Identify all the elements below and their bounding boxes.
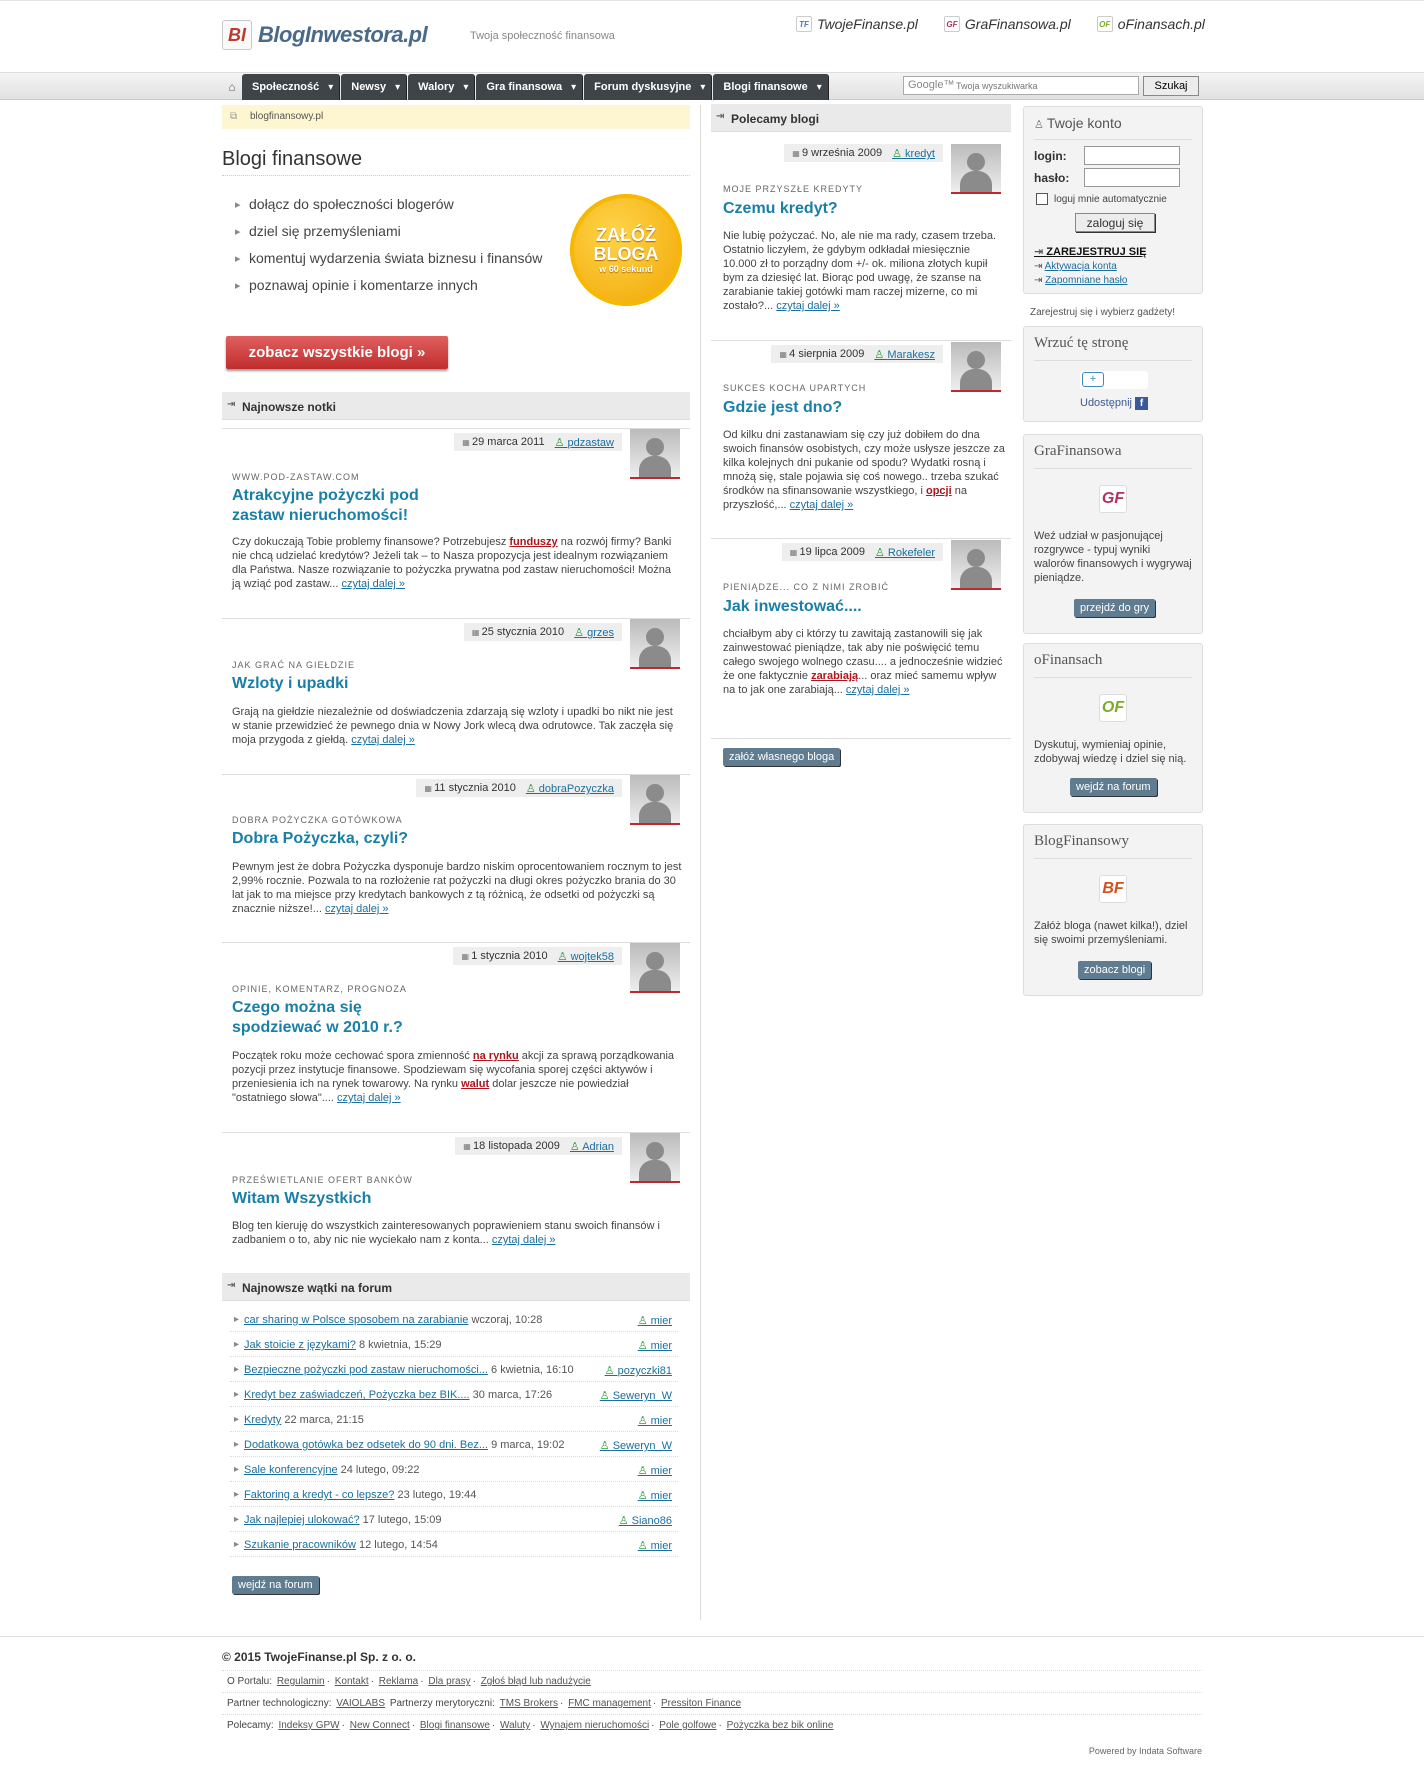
forum-header: ⇥ Najnowsze wątki na forum [222, 1273, 690, 1301]
grafinansowa-icon: GF [944, 16, 960, 32]
keyword-link[interactable]: opcji [925, 485, 952, 497]
site-link-label: TwojeFinanse.pl [817, 16, 918, 32]
thread-author[interactable]: ♙ mier [638, 1414, 672, 1427]
enter-forum-button[interactable]: wejdź na forum [232, 1576, 319, 1594]
thread-author[interactable]: ♙ pozyczki81 [605, 1364, 672, 1377]
badge-line2: BLOGA [593, 244, 659, 264]
thread-title[interactable]: Sale konferencyjne [244, 1464, 338, 1476]
gadgets-note[interactable]: Zarejestruj się i wybierz gadżety! [1030, 307, 1176, 318]
forum-thread [230, 1510, 678, 1532]
home-icon[interactable]: ⌂ [228, 80, 236, 94]
grafinansowa-box [1023, 434, 1203, 634]
feature-item: ▸ komentuj wydarzenia świata biznesu i finansów [235, 250, 542, 266]
badge-line3: w 60 sekund [599, 264, 653, 274]
site-logo[interactable] [222, 20, 427, 50]
avatar[interactable] [630, 943, 680, 993]
feature-item: ▸ dziel się przemyśleniami [235, 223, 542, 239]
box-title: GraFinansowa [1034, 443, 1192, 469]
twojefinanse-icon: TF [796, 16, 812, 32]
note-title[interactable]: Wzloty i upadki [232, 675, 349, 692]
site-link-grafinansowa[interactable] [944, 16, 1071, 32]
account-title [1034, 115, 1192, 140]
forum-thread [230, 1435, 678, 1457]
network-sites [796, 16, 1205, 32]
nav-walory[interactable]: Walory ▾ [408, 74, 475, 100]
note-date: ▦ 1 stycznia 2010 [461, 950, 547, 962]
column-divider [700, 105, 701, 1620]
footer-label: O Portalu: [227, 1676, 273, 1687]
note-title[interactable]: Jak inwestować.... [723, 598, 862, 615]
note-author[interactable]: ♙ pdzastaw [555, 436, 614, 448]
site-link-ofinansach[interactable] [1097, 16, 1205, 32]
footer-link[interactable]: Regulamin [276, 1676, 325, 1687]
note-excerpt [723, 428, 1005, 512]
note-author[interactable]: ♙ Adrian [570, 1140, 614, 1152]
excerpt-text: ... oraz mieć samemu wpływ na to jak one zarabiają... [723, 670, 997, 696]
thread-time: 23 lutego, 19:44 [397, 1489, 477, 1501]
read-more-link[interactable]: czytaj dalej » [789, 499, 854, 511]
note-date: ▦ 18 listopada 2009 [463, 1140, 560, 1152]
nav-spolecznosc[interactable]: Społeczność ▾ [242, 74, 340, 100]
excerpt-text: Od kilku dni zastanawiam się czy już dobiłem do dna swoich finansów osobistych, czy może usłysze jeszcze za kilka kolejnych dni pukanie od spodu? Wydatki rosną i mnożą się, stale pojawia się coś nowego.. trzeba szukać środków na sfinansowanie wszystkiego, i [723, 429, 1005, 497]
breadcrumb [222, 105, 690, 129]
go-to-game-button[interactable]: przejdź do gry [1074, 599, 1155, 617]
excerpt-text: na przyszłość,... [723, 485, 967, 511]
thread-author[interactable]: ♙ Seweryn_W [600, 1389, 672, 1402]
recommended-item [711, 538, 1011, 738]
note-date: ▦ 11 stycznia 2010 [424, 782, 516, 794]
read-more-link[interactable]: czytaj dalej » [351, 734, 415, 746]
footer-link[interactable]: Pożyczka bez bik online [726, 1720, 834, 1731]
thread-author[interactable]: ♙ mier [638, 1464, 672, 1477]
nav-newsy[interactable]: Newsy ▾ [341, 74, 407, 100]
thread-title[interactable]: Faktoring a kredyt - co lepsze? [244, 1489, 395, 1501]
user-icon: ♙ [1034, 119, 1047, 131]
powered-by[interactable]: Powered by Indata Software [1088, 1746, 1202, 1756]
keyword-link[interactable]: na rynku [472, 1050, 519, 1062]
box-text: Dyskutuj, wymieniaj opinie, zdobywaj wiedzę i dziel się nią. [1034, 739, 1187, 765]
footer-link[interactable]: Reklama [378, 1676, 419, 1687]
read-more-link[interactable]: czytaj dalej » [776, 300, 840, 312]
avatar[interactable] [951, 342, 1001, 392]
excerpt-text: Pewnym jest że dobra Pożyczka dysponuje bardzo niskim oprocentowaniem rocznym to jest 2,99% rocznie. Pozwala to na rozłożenie rat pożyczki na długi okres pożyczko brania do 30 lat jak to ma miejsce przy kredytach bankowych z tą różnicą, że odsetki od pożyczki są znacznie niższe!... [232, 861, 682, 915]
note-meta [771, 345, 943, 363]
note-author[interactable]: ♙ grzes [574, 626, 614, 638]
badge-line1: ZAŁÓŻ [596, 225, 656, 245]
note-title[interactable]: Gdzie jest dno? [723, 399, 843, 416]
note-category[interactable]: JAK GRAĆ NA GIEŁDZIE [232, 660, 356, 670]
note-meta [416, 779, 622, 797]
arrow-icon: ⇥ [1034, 275, 1046, 286]
note-meta [782, 543, 943, 561]
divider [711, 738, 1011, 739]
thread-time: wczoraj, 10:28 [471, 1314, 543, 1326]
thread-title[interactable]: Dodatkowa gotówka bez odsetek do 90 dni. Bez... [244, 1439, 488, 1451]
tagline: Twoja społeczność finansowa [470, 30, 615, 42]
logo-mark: BI [222, 20, 252, 50]
account-title-text: Twoje konto [1046, 115, 1122, 131]
feature-item: ▸ dołącz do społeczności blogerów [235, 196, 542, 212]
forum-thread [230, 1535, 678, 1557]
blogfinansowy-icon: BF [1099, 875, 1127, 903]
activation-link[interactable] [1034, 261, 1117, 272]
box-title: BlogFinansowy [1034, 833, 1192, 859]
footer-portal-row: O Portalu: Regulamin · Kontakt · Reklama · Dla prasy · Zgłoś błąd lub nadużycie [222, 1670, 1202, 1692]
read-more-link[interactable]: czytaj dalej » [341, 578, 406, 590]
note-category[interactable]: MOJE PRZYSZŁE KREDYTY [723, 184, 864, 194]
thread-title[interactable]: Bezpieczne pożyczki pod zastaw nieruchomości... [244, 1364, 488, 1376]
footer-link[interactable]: Pole golfowe [659, 1720, 717, 1731]
thread-time: 17 lutego, 15:09 [362, 1514, 442, 1526]
facebook-icon: f [1135, 397, 1148, 410]
latest-notes-header: ⇥ Najnowsze notki [222, 392, 690, 420]
site-link-label: oFinansach.pl [1117, 16, 1205, 32]
note-author[interactable]: ♙ Rokefeler [875, 546, 935, 558]
thread-author[interactable]: ♙ mier [638, 1339, 672, 1352]
avatar[interactable] [630, 429, 680, 479]
share-box [1023, 326, 1203, 422]
note-date: ▦ 19 lipca 2009 [790, 546, 865, 558]
enter-forum-button[interactable]: wejdź na forum [1070, 778, 1157, 796]
footer-link[interactable]: Zgłoś błąd lub nadużycie [480, 1676, 591, 1687]
thread-title[interactable]: Kredyty [244, 1414, 282, 1426]
note-category[interactable]: DOBRA POŻYCZKA GOTÓWKOWA [232, 815, 403, 825]
note-meta [455, 1137, 622, 1155]
page-title: Blogi finansowe [222, 148, 690, 176]
breadcrumb-text[interactable]: blogfinansowy.pl [250, 111, 324, 122]
note-date: ▦ 9 września 2009 [792, 147, 882, 159]
footer-link[interactable]: Wynajem nieruchomości [540, 1720, 650, 1731]
recommended-item [711, 340, 1011, 538]
keyword-link[interactable]: walut [461, 1078, 490, 1090]
read-more-link[interactable]: czytaj dalej » [337, 1092, 401, 1104]
activation-link-text: Aktywacja konta [1044, 261, 1117, 272]
share-title: Wrzuć tę stronę [1034, 335, 1192, 361]
plus-one-widget[interactable] [1080, 371, 1148, 389]
link-icon: ⧉ [230, 111, 238, 122]
footer-link[interactable]: Waluty [500, 1720, 531, 1731]
excerpt-text: Grają na giełdzie niezależnie od doświadczenia zdarzają się wzloty i upadki bo nikt nie jest w stanie przewidzieć że pewnego dnia w Nowy Jork wlecą dwa odrutowce. Tak zaczęła się moja przygoda z giełdą. [232, 706, 674, 746]
remember-row [1036, 193, 1167, 205]
feature-list [235, 196, 542, 304]
thread-author[interactable]: ♙ Siano86 [619, 1514, 672, 1527]
forum-thread [230, 1360, 678, 1382]
avatar[interactable] [951, 540, 1001, 590]
note-date: ▦ 29 marca 2011 [462, 436, 544, 448]
footer-link[interactable]: Pressiton Finance [661, 1698, 742, 1709]
note-title[interactable]: Dobra Pożyczka, czyli? [232, 830, 409, 847]
box-text: Załóż bloga (nawet kilka!), dziel się swoimi przemyśleniami. [1034, 920, 1188, 946]
footer-link[interactable]: New Connect [349, 1720, 410, 1731]
note-title[interactable]: Witam Wszystkich [232, 1190, 372, 1207]
keyword-link[interactable]: funduszy [509, 536, 558, 548]
forum-thread [230, 1335, 678, 1357]
ofinansach-icon: OF [1097, 16, 1113, 32]
thread-time: 9 marca, 19:02 [491, 1439, 565, 1451]
thread-title[interactable]: car sharing w Polsce sposobem na zarabianie [244, 1314, 469, 1326]
nav-forum[interactable]: Forum dyskusyjne ▾ [584, 74, 712, 100]
note-author[interactable]: ♙ kredyt [892, 147, 935, 159]
thread-time: 24 lutego, 09:22 [340, 1464, 420, 1476]
thread-time: 22 marca, 21:15 [284, 1414, 364, 1426]
recommended-item [711, 142, 1011, 340]
site-link-label: GraFinansowa.pl [964, 16, 1071, 32]
see-all-blogs-button[interactable]: zobacz wszystkie blogi » [226, 336, 448, 369]
nav-blogi[interactable]: Blogi finansowe ▾ [713, 74, 828, 100]
main-nav [222, 74, 830, 100]
thread-time: 6 kwietnia, 16:10 [491, 1364, 574, 1376]
thread-time: 12 lutego, 14:54 [358, 1539, 438, 1551]
excerpt-text: Blog ten kieruję do wszystkich zainteresowanych poprawieniem stanu swoich finansów i zadbaniem o to, aby nic nie wyciekało nam z konta... [232, 1220, 660, 1246]
box-text: Weź udział w pasjonującej rozgrywce - typuj wyniki walorów finansowych i wygrywaj pieniądze. [1034, 530, 1192, 584]
password-label: hasło: [1034, 171, 1070, 185]
register-link-text: ZAREJESTRUJ SIĘ [1046, 246, 1147, 258]
note-meta [464, 623, 622, 641]
footer-label: Polecamy: [227, 1720, 274, 1731]
avatar[interactable] [951, 144, 1001, 194]
create-own-blog-button[interactable]: załóż własnego bloga [723, 748, 840, 766]
grafinansowa-icon: GF [1099, 485, 1127, 513]
avatar[interactable] [630, 775, 680, 825]
nav-gra-finansowa[interactable]: Gra finansowa ▾ [476, 74, 583, 100]
arrow-icon: ⇥ [1034, 261, 1045, 272]
excerpt-text: dolar jeszcze nie powiedział "ostatniego słowa".... [232, 1078, 629, 1104]
thread-title[interactable]: Jak najlepiej ulokować? [244, 1514, 360, 1526]
note-category[interactable]: WWW.POD-ZASTAW.COM [232, 472, 360, 482]
note-excerpt [232, 1049, 682, 1105]
note-date: ▦ 4 sierpnia 2009 [779, 348, 864, 360]
top-border [0, 0, 1424, 6]
footer-link[interactable]: Indeksy GPW [278, 1720, 340, 1731]
search-form [903, 76, 1199, 96]
thread-time: 8 kwietnia, 15:29 [358, 1339, 442, 1351]
ofinansach-icon: OF [1099, 694, 1127, 722]
note-date: ▦ 25 stycznia 2010 [472, 626, 564, 638]
note-author[interactable]: ♙ wojtek58 [558, 950, 614, 962]
note-item [222, 774, 690, 942]
note-category[interactable]: PRZEŚWIETLANIE OFERT BANKÓW [232, 1175, 413, 1185]
copyright: © 2015 TwojeFinanse.pl Sp. z o. o. [222, 1650, 416, 1664]
login-label: login: [1034, 149, 1067, 163]
thread-title[interactable]: Szukanie pracowników [244, 1539, 356, 1551]
note-title[interactable]: Czemu kredyt? [723, 200, 838, 217]
login-button[interactable]: zaloguj się [1075, 213, 1155, 232]
footer-label: Partner technologiczny: [227, 1698, 332, 1709]
note-item [222, 618, 690, 774]
arrow-icon: ⇥ [1034, 246, 1047, 258]
register-link[interactable] [1034, 245, 1147, 258]
plus-icon: + [1082, 372, 1104, 387]
note-excerpt [232, 705, 682, 747]
forum-thread [230, 1310, 678, 1332]
see-blogs-button[interactable]: zobacz blogi [1078, 961, 1151, 979]
password-input[interactable] [1084, 168, 1180, 187]
feature-item: ▸ poznawaj opinie i komentarze innych [235, 277, 542, 293]
site-link-twojefinanse[interactable] [796, 16, 918, 32]
thread-author[interactable]: ♙ mier [638, 1489, 672, 1502]
excerpt-text: Czy dokuczają Tobie problemy finansowe? Potrzebujesz [232, 536, 510, 548]
footer-link[interactable]: VAIOLABS [336, 1698, 386, 1709]
note-item [222, 428, 690, 618]
google-logo: Google™ [908, 79, 955, 91]
excerpt-text: na rozwój firmy? Banki nie chcą udzielać kredytów? Jeżeli tak – to Nasza propozycja jest idealnym rozwiązaniem dla Państwa. Nasze rozwiązanie to pożyczka prywatna pod zastaw nieruchomości! Można ją wziąć pod zastaw... [232, 536, 672, 590]
remember-checkbox[interactable] [1036, 193, 1048, 205]
note-excerpt [232, 535, 682, 591]
search-button[interactable]: Szukaj [1143, 76, 1199, 96]
forgot-password-link-text: Zapomniane hasło [1045, 275, 1128, 286]
box-title: oFinansach [1034, 652, 1192, 678]
excerpt-text: akcji za sprawą porządkowania pozycji przez instytucje finansowe. Spodziewam się wycofania sporej części aktywów i przeniesienia ich na rynek towarowy. Na rynku [232, 1050, 675, 1090]
note-category[interactable]: OPINIE, KOMENTARZ, PROGNOZA [232, 984, 407, 994]
note-title[interactable]: Czego można się spodziewać w 2010 r.? [232, 999, 403, 1036]
footer-link[interactable]: Kontakt [334, 1676, 369, 1687]
account-box [1023, 106, 1203, 294]
footer-link[interactable]: Dla prasy [428, 1676, 471, 1687]
note-item [222, 942, 690, 1132]
footer-recommended-row: Polecamy: Indeksy GPW · New Connect · Blogi finansowe · Waluty · Wynajem nieruchomości · Pole golfowe · Pożyczka bez bik online [222, 1714, 1202, 1736]
recommended-header: ⇥ Polecamy blogi [711, 104, 1011, 132]
logo-text: BlogInwestora.pl [258, 22, 428, 47]
read-more-link[interactable]: czytaj dalej » [324, 903, 389, 915]
note-title[interactable]: Atrakcyjne pożyczki pod zastaw nieruchomości! [232, 487, 419, 524]
footer-link[interactable]: FMC management [568, 1698, 651, 1709]
note-meta [453, 947, 622, 965]
note-item [222, 1132, 690, 1262]
read-more-link[interactable]: czytaj dalej » [491, 1234, 556, 1246]
footer-link[interactable]: Blogi finansowe [419, 1720, 490, 1731]
blogfinansowy-box [1023, 824, 1203, 996]
share-label: Udostępnij [1080, 397, 1132, 409]
thread-time: 30 marca, 17:26 [472, 1389, 553, 1401]
note-category[interactable]: SUKCES KOCHA UPARTYCH [723, 383, 867, 393]
login-input[interactable] [1084, 146, 1180, 165]
note-meta [454, 433, 622, 451]
note-excerpt [232, 1219, 682, 1247]
excerpt-text: chciałbym aby ci którzy tu zawitają zastanowili się jak zainwestować pieniądze, tak aby nie poświęcić temu całego swojego wolnego czasu.... a jednocześnie widzieć że one faktycznie [723, 628, 1003, 682]
note-excerpt [723, 627, 1005, 697]
note-author[interactable]: ♙ dobraPozyczka [526, 782, 614, 794]
thread-author[interactable]: ♙ mier [638, 1314, 672, 1327]
remember-label: loguj mnie automatycznie [1054, 193, 1167, 205]
note-category[interactable]: PIENIĄDZE... CO Z NIMI ZROBIĆ [723, 582, 890, 592]
note-author[interactable]: ♙ Marakesz [874, 348, 935, 360]
forum-thread [230, 1385, 678, 1407]
excerpt-text: Nie lubię pożyczać. No, ale nie ma rady, czasem trzeba. Ostatnio liczyłem, że gdybym odkładał miesięcznie 10.000 zł to porządny dom +/- ok. miliona złotych kupił bym za dziesięć lat. Biorąc pod uwagę, że szanse na zarabianie takiej gotówki mam raczej mizerne, co mi zostało?... [723, 230, 997, 312]
avatar[interactable] [630, 619, 680, 669]
footer-link[interactable]: TMS Brokers [499, 1698, 558, 1709]
avatar[interactable] [630, 1133, 680, 1183]
thread-title[interactable]: Jak stoicie z językami? [244, 1339, 356, 1351]
thread-author[interactable]: ♙ Seweryn_W [600, 1439, 672, 1452]
forum-thread [230, 1410, 678, 1432]
thread-title[interactable]: Kredyt bez zaświadczeń, Pożyczka bez BIK.... [244, 1389, 470, 1401]
note-excerpt [232, 860, 682, 916]
forum-thread [230, 1485, 678, 1507]
note-meta [784, 144, 943, 162]
thread-author[interactable]: ♙ mier [638, 1539, 672, 1552]
facebook-share[interactable] [1080, 397, 1148, 410]
read-more-link[interactable]: czytaj dalej » [845, 684, 910, 696]
footer-partners-row: Partner technologiczny: VAIOLABS Partnerzy merytoryczni: TMS Brokers · FMC management · Pressiton Finance [222, 1692, 1202, 1714]
forum-thread [230, 1460, 678, 1482]
note-excerpt [723, 229, 1005, 313]
footer-label: Partnerzy merytoryczni: [389, 1698, 495, 1709]
create-blog-badge[interactable] [570, 194, 682, 306]
keyword-link[interactable]: zarabiają [811, 670, 859, 682]
excerpt-text: Początek roku może cechować spora zmienność [232, 1050, 473, 1062]
forgot-password-link[interactable] [1034, 275, 1127, 286]
ofinansach-box [1023, 643, 1203, 813]
